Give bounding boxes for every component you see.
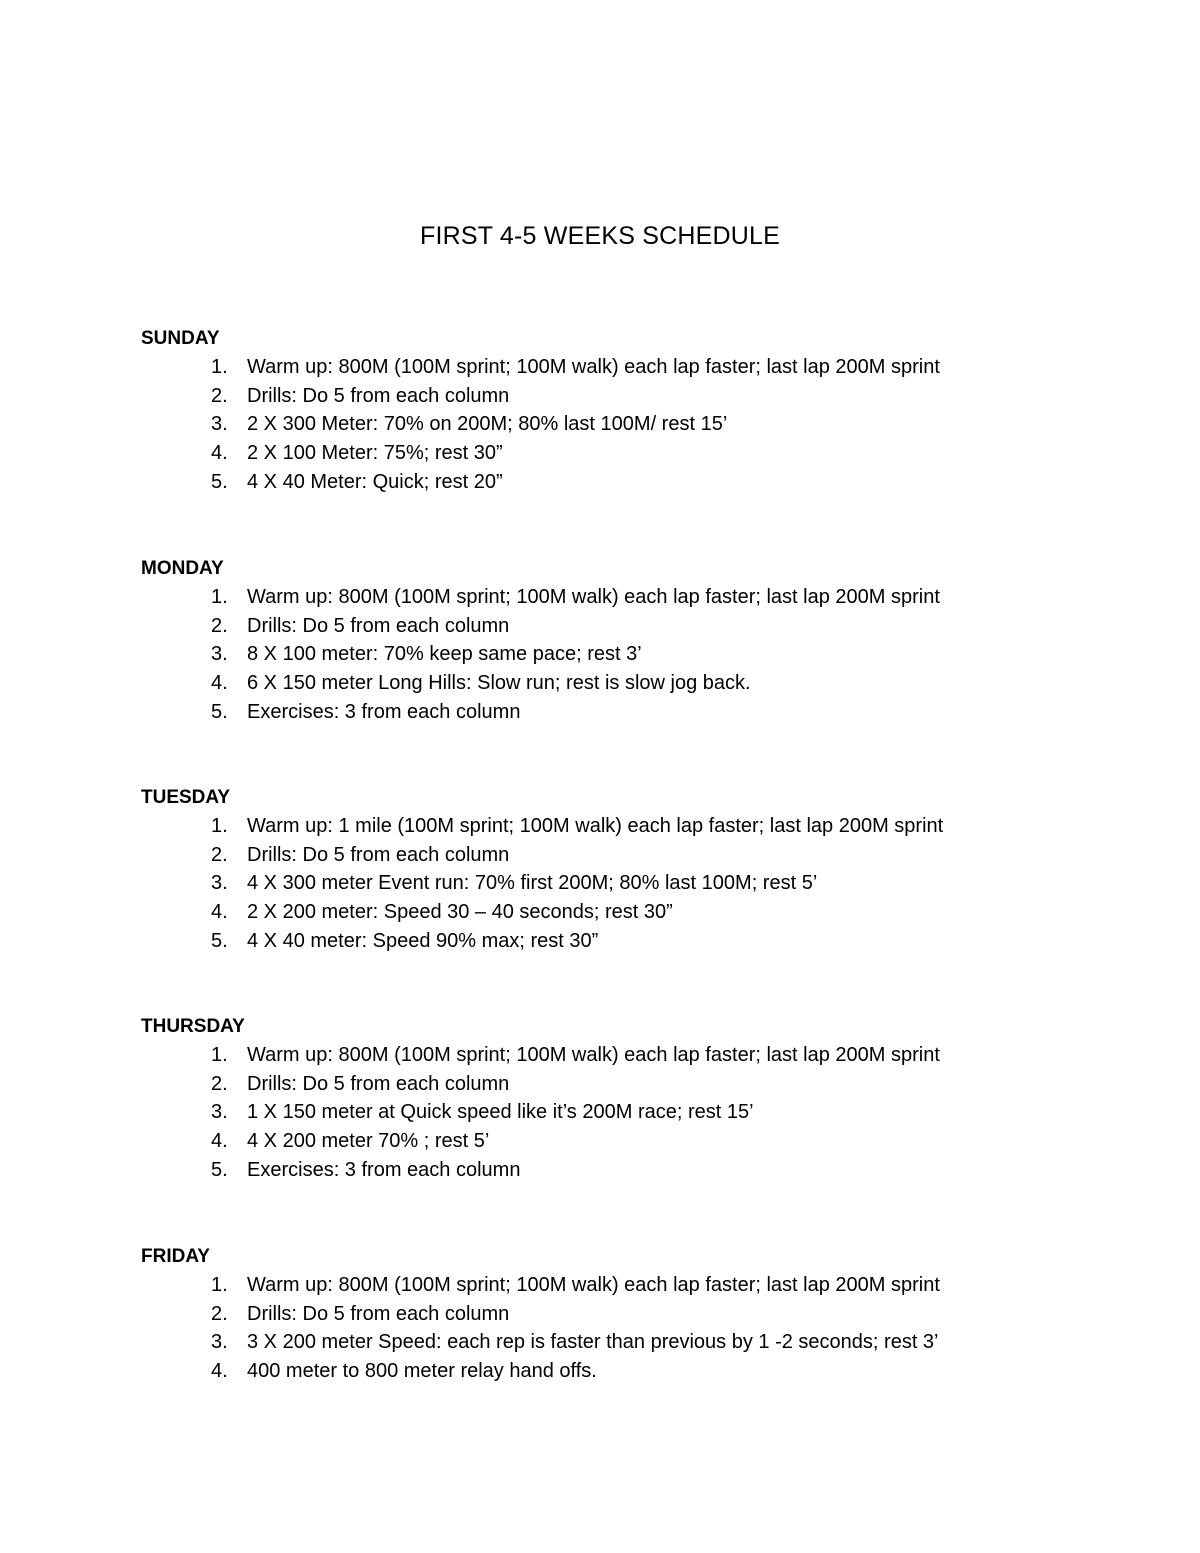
list-item xyxy=(141,468,1141,497)
task-list xyxy=(141,1271,1141,1386)
list-item xyxy=(141,812,1141,841)
task-list xyxy=(141,583,1141,726)
item-number: 2. xyxy=(211,614,228,637)
item-number: 4. xyxy=(211,672,228,695)
item-text: 4 X 200 meter 70% ; rest 5’ xyxy=(247,1130,490,1153)
list-item xyxy=(141,1300,1141,1329)
task-list xyxy=(141,353,1141,496)
list-item xyxy=(141,583,1141,612)
list-item xyxy=(141,841,1141,870)
item-number: 2. xyxy=(211,843,228,866)
day-section-monday xyxy=(141,554,1141,726)
list-item xyxy=(141,1098,1141,1127)
item-number: 1. xyxy=(211,586,228,608)
item-text: 2 X 300 Meter: 70% on 200M; 80% last 100M/ rest 15’ xyxy=(247,413,728,436)
item-text: Drills: Do 5 from each column xyxy=(247,614,510,637)
item-text: Warm up: 1 mile (100M sprint; 100M walk) each lap faster; last lap 200M sprint xyxy=(247,815,944,837)
item-number: 3. xyxy=(211,872,228,895)
item-text: 6 X 150 meter Long Hills: Slow run; rest is slow jog back. xyxy=(247,672,751,695)
item-text: 4 X 300 meter Event run: 70% first 200M; 80% last 100M; rest 5’ xyxy=(247,872,818,895)
item-text: 4 X 40 meter: Speed 90% max; rest 30” xyxy=(247,929,599,952)
item-number: 1. xyxy=(211,1274,228,1296)
list-item xyxy=(141,612,1141,641)
document-title: FIRST 4-5 WEEKS SCHEDULE xyxy=(420,222,780,250)
item-text: Warm up: 800M (100M sprint; 100M walk) each lap faster; last lap 200M sprint xyxy=(247,1274,940,1296)
day-heading: SUNDAY xyxy=(141,328,220,349)
task-list xyxy=(141,812,1141,955)
item-number: 3. xyxy=(211,1101,228,1124)
item-text: Drills: Do 5 from each column xyxy=(247,1302,510,1325)
list-item xyxy=(141,1070,1141,1099)
item-text: Exercises: 3 from each column xyxy=(247,1158,521,1181)
item-text: 8 X 100 meter: 70% keep same pace; rest 3’ xyxy=(247,643,642,666)
list-item xyxy=(141,698,1141,727)
item-number: 5. xyxy=(211,929,228,952)
item-number: 5. xyxy=(211,1158,228,1181)
list-item xyxy=(141,869,1141,898)
item-text: 2 X 100 Meter: 75%; rest 30” xyxy=(247,442,503,465)
day-heading: TUESDAY xyxy=(141,787,231,808)
day-heading: MONDAY xyxy=(141,558,224,579)
item-number: 5. xyxy=(211,700,228,723)
list-item xyxy=(141,669,1141,698)
list-item xyxy=(141,1156,1141,1185)
day-section-friday xyxy=(141,1242,1141,1386)
list-item xyxy=(141,1271,1141,1300)
list-item xyxy=(141,1357,1141,1386)
item-number: 3. xyxy=(211,1331,228,1354)
item-number: 4. xyxy=(211,901,228,924)
item-text: Warm up: 800M (100M sprint; 100M walk) each lap faster; last lap 200M sprint xyxy=(247,586,940,608)
item-text: Warm up: 800M (100M sprint; 100M walk) each lap faster; last lap 200M sprint xyxy=(247,1044,940,1066)
item-number: 2. xyxy=(211,1302,228,1325)
list-item xyxy=(141,1041,1141,1070)
item-number: 1. xyxy=(211,1044,228,1066)
list-item xyxy=(141,898,1141,927)
list-item xyxy=(141,410,1141,439)
item-number: 5. xyxy=(211,470,228,493)
list-item xyxy=(141,353,1141,382)
item-number: 4. xyxy=(211,442,228,465)
day-section-tuesday xyxy=(141,783,1141,955)
item-number: 1. xyxy=(211,815,228,837)
item-text: 400 meter to 800 meter relay hand offs. xyxy=(247,1360,597,1383)
item-text: Warm up: 800M (100M sprint; 100M walk) each lap faster; last lap 200M sprint xyxy=(247,356,940,378)
item-number: 2. xyxy=(211,1072,228,1095)
item-text: 3 X 200 meter Speed: each rep is faster than previous by 1 -2 seconds; rest 3’ xyxy=(247,1331,939,1354)
item-number: 3. xyxy=(211,413,228,436)
item-number: 3. xyxy=(211,643,228,666)
item-text: 4 X 40 Meter: Quick; rest 20” xyxy=(247,470,503,493)
item-text: Drills: Do 5 from each column xyxy=(247,1072,510,1095)
list-item xyxy=(141,927,1141,956)
item-text: Exercises: 3 from each column xyxy=(247,700,521,723)
item-number: 4. xyxy=(211,1130,228,1153)
list-item xyxy=(141,382,1141,411)
list-item xyxy=(141,1328,1141,1357)
item-number: 2. xyxy=(211,384,228,407)
item-text: Drills: Do 5 from each column xyxy=(247,384,510,407)
item-text: Drills: Do 5 from each column xyxy=(247,843,510,866)
task-list xyxy=(141,1041,1141,1184)
list-item xyxy=(141,640,1141,669)
list-item xyxy=(141,1127,1141,1156)
day-heading: THURSDAY xyxy=(141,1016,245,1037)
item-text: 2 X 200 meter: Speed 30 – 40 seconds; rest 30” xyxy=(247,901,673,924)
day-section-sunday xyxy=(141,324,1141,496)
item-text: 1 X 150 meter at Quick speed like it’s 200M race; rest 15’ xyxy=(247,1101,754,1124)
list-item xyxy=(141,439,1141,468)
day-heading: FRIDAY xyxy=(141,1246,210,1267)
day-section-thursday xyxy=(141,1012,1141,1184)
item-number: 4. xyxy=(211,1360,228,1383)
item-number: 1. xyxy=(211,356,228,378)
